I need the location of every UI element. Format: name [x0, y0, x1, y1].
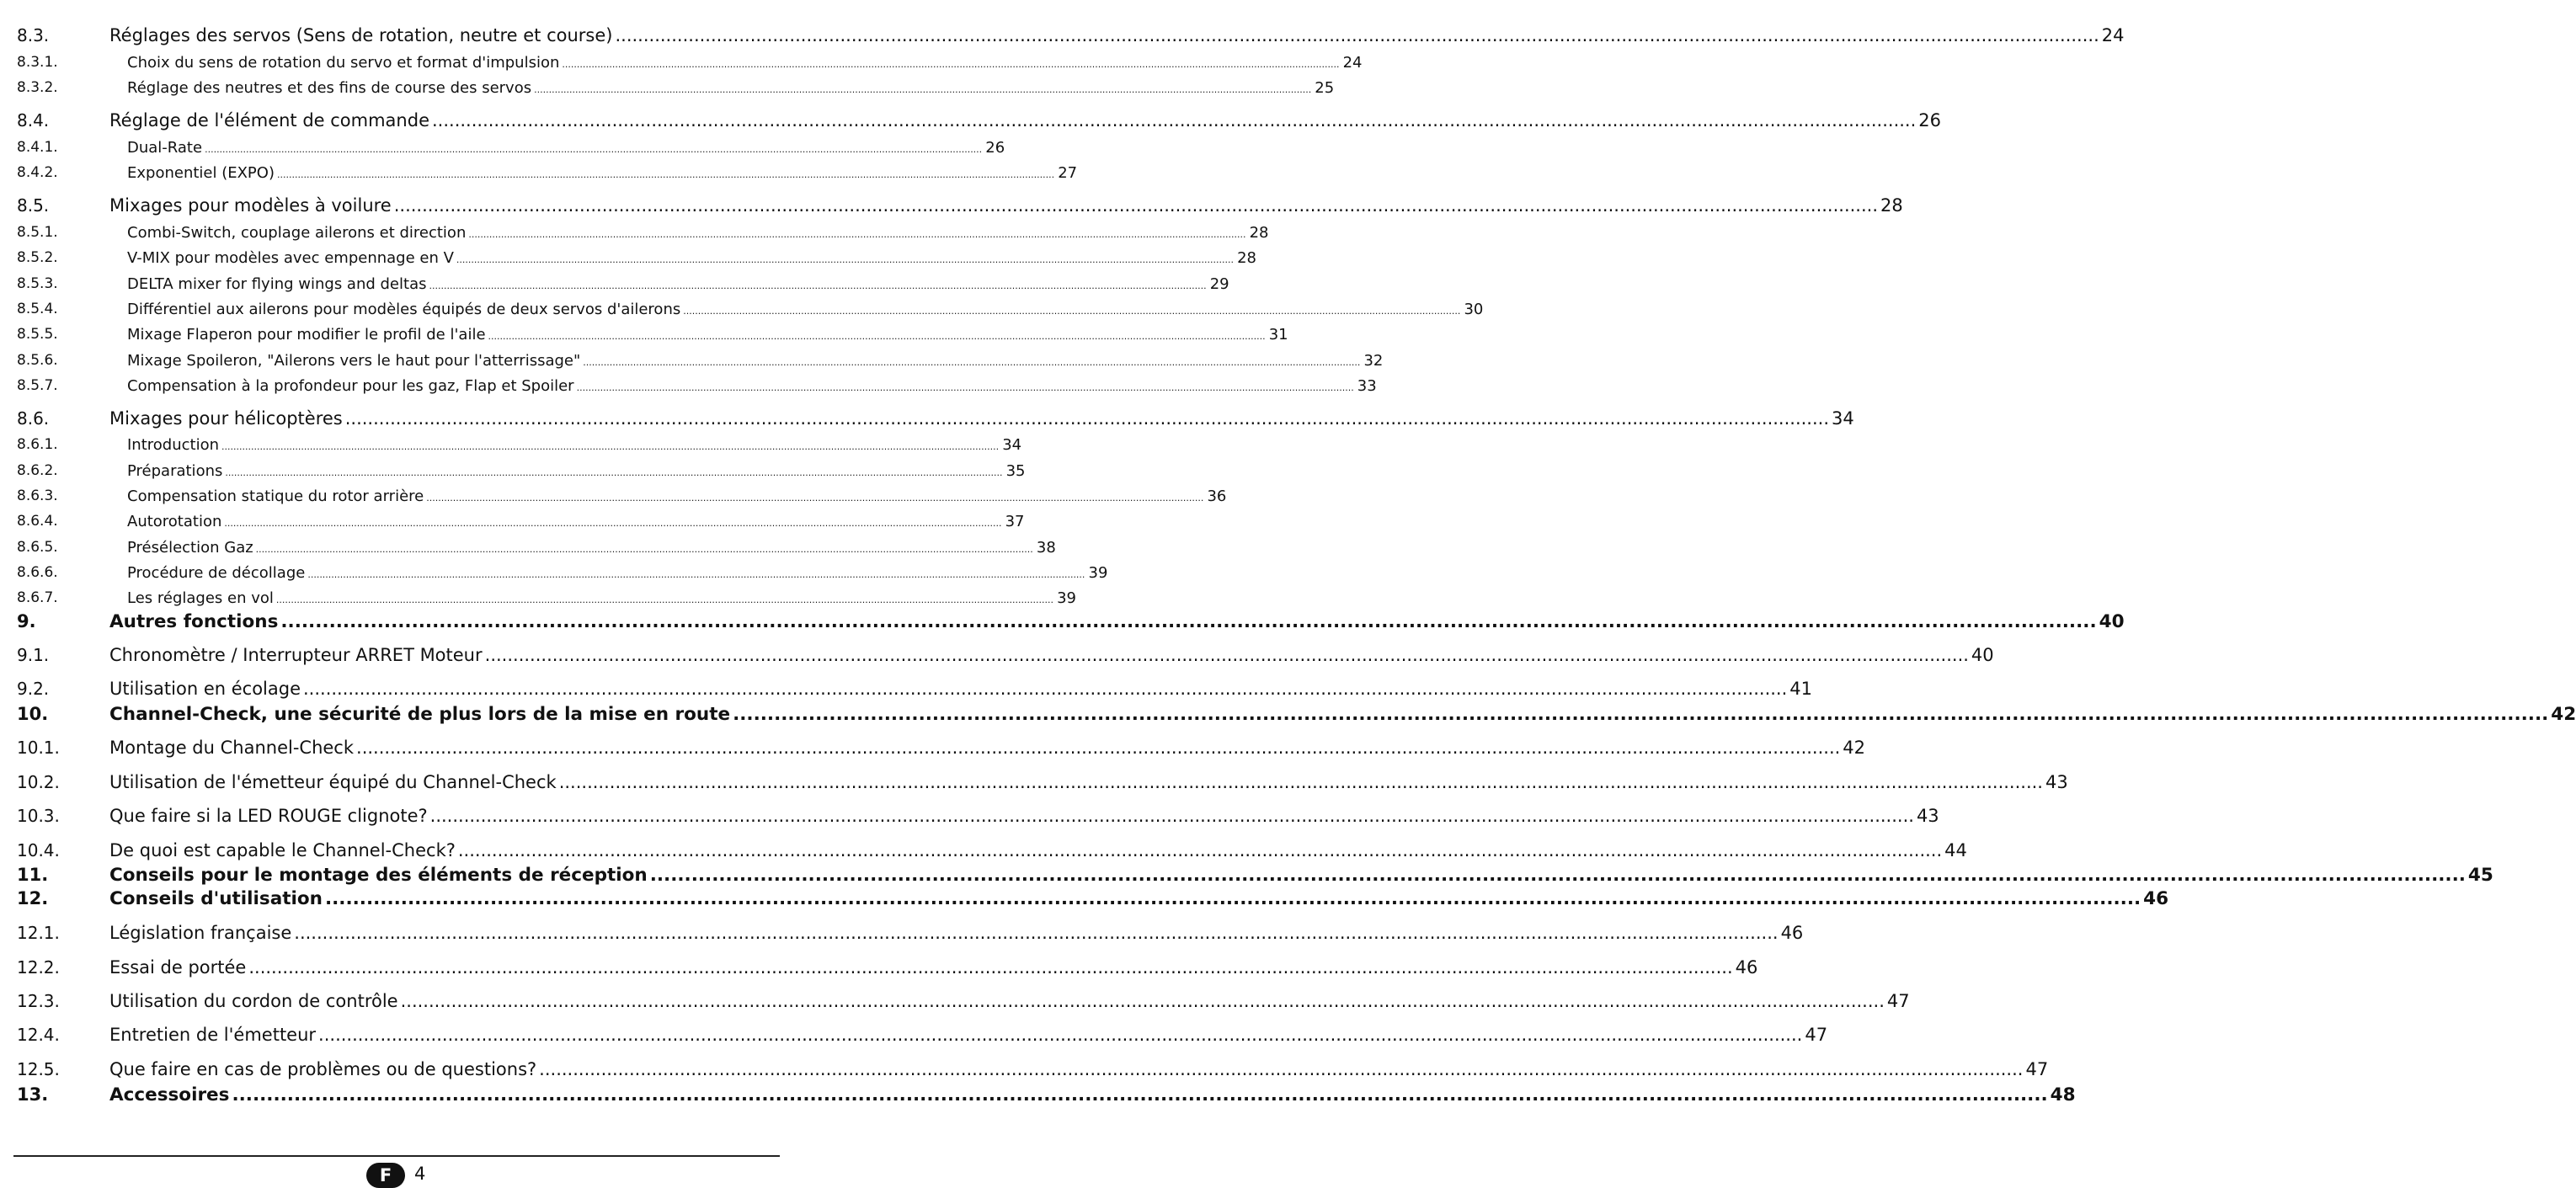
toc-dot-leader [615, 25, 2099, 45]
toc-entry-page: 41 [1789, 679, 1813, 699]
toc-entry-number: 8.5.7. [17, 377, 58, 394]
toc-entry [17, 923, 1804, 943]
toc-dot-leader [534, 84, 1311, 95]
toc-entry [17, 1025, 1828, 1045]
toc-entry-number: 12.4. [17, 1025, 60, 1045]
toc-entry [17, 110, 1942, 131]
toc-entry-title: Réglage de l'élément de commande [109, 110, 429, 131]
toc-entry-line [17, 352, 1384, 370]
toc-entry-page: 34 [1832, 408, 1854, 429]
toc-entry [17, 806, 1939, 826]
toc-entry-number: 8.3. [17, 25, 50, 45]
toc-entry-title: Procédure de décollage [127, 564, 306, 582]
toc-entry-title: De quoi est capable le Channel-Check? [109, 840, 456, 860]
toc-entry-title: Channel-Check, une sécurité de plus lors de la mise en route [109, 704, 731, 725]
toc-dot-leader [650, 865, 2466, 886]
toc-entry-title: Mixages pour hélicoptères [109, 408, 343, 429]
toc-entry [17, 139, 1005, 157]
toc-entry-number: 9.2. [17, 679, 50, 699]
toc-entry-page: 36 [1207, 487, 1227, 505]
toc-entry-number: 12.3. [17, 991, 60, 1011]
toc-entry-page: 37 [1005, 513, 1025, 530]
toc-entry-title: Exponentiel (EXPO) [127, 164, 275, 182]
toc-entry-line [17, 377, 1377, 395]
toc-dot-leader [539, 1059, 2023, 1079]
toc-entry-number: 8.3.1. [17, 54, 58, 71]
toc-entry-number: 8.5.3. [17, 275, 58, 292]
toc-entry-title: DELTA mixer for flying wings and deltas [127, 275, 427, 293]
toc-dot-leader [276, 594, 1053, 605]
toc-entry-number: 8.6.3. [17, 487, 58, 504]
toc-entry-line [17, 164, 1078, 182]
toc-entry-title: Combi-Switch, couplage ailerons et direction [127, 224, 467, 242]
toc-entry-number: 8.6.6. [17, 564, 58, 581]
toc-entry-number: 10. [17, 704, 49, 724]
toc-entry [17, 301, 1484, 318]
toc-entry-number: 8.6.7. [17, 589, 58, 606]
toc-entry-title: Réglages des servos (Sens de rotation, neutre et course) [109, 25, 613, 45]
toc-entry [17, 249, 1257, 267]
toc-entry-page: 26 [1918, 110, 1942, 131]
toc-entry [17, 991, 1910, 1011]
toc-entry-page: 46 [1735, 957, 1758, 978]
toc-entry-line [17, 195, 1903, 216]
toc-entry-line [17, 513, 1025, 530]
toc-entry-line [17, 275, 1229, 293]
toc-entry-line [17, 110, 1942, 131]
toc-entry-number: 13. [17, 1084, 49, 1105]
toc-dot-leader [577, 382, 1354, 393]
toc-entry [17, 487, 1227, 505]
toc-entry [17, 888, 2169, 909]
toc-entry-line [17, 865, 2493, 886]
toc-entry-page: 38 [1036, 539, 1056, 557]
toc-entry [17, 326, 1288, 344]
toc-dot-leader [429, 280, 1206, 291]
toc-entry-line [17, 54, 1363, 72]
toc-entry [17, 539, 1056, 557]
toc-entry-title: Mixage Spoileron, "Ailerons vers le haut pour l'atterrissage" [127, 352, 581, 370]
toc-entry-number: 9.1. [17, 645, 50, 665]
toc-dot-leader [562, 59, 1339, 70]
toc-entry [17, 54, 1363, 72]
toc-entry [17, 1084, 2076, 1105]
toc-dot-leader [485, 645, 1969, 665]
toc-dot-leader [356, 738, 1840, 758]
toc-entry-page: 43 [1916, 806, 1939, 826]
toc-dot-leader [307, 569, 1085, 580]
toc-entry-title: Dual-Rate [127, 139, 203, 157]
toc-entry-page: 43 [2045, 772, 2068, 792]
toc-entry [17, 408, 1854, 429]
toc-entry [17, 564, 1108, 582]
toc-entry-line [17, 539, 1056, 557]
toc-entry-number: 12.2. [17, 957, 60, 978]
toc-entry [17, 957, 1758, 978]
toc-entry-number: 8.6.4. [17, 513, 58, 530]
toc-entry-page: 46 [2143, 888, 2169, 909]
toc-entry-title: Compensation à la profondeur pour les gaz, Flap et Spoiler [127, 377, 574, 395]
toc-entry-line [17, 249, 1257, 267]
toc-dot-leader [426, 493, 1203, 503]
toc-entry [17, 79, 1335, 97]
toc-entry-line [17, 1084, 2076, 1105]
toc-entry-number: 10.4. [17, 840, 60, 860]
toc-dot-leader [394, 195, 1878, 216]
toc-entry [17, 352, 1384, 370]
toc-entry-line [17, 611, 2125, 632]
toc-entry-page: 45 [2467, 865, 2493, 886]
toc-dot-leader [294, 923, 1778, 943]
toc-entry-title: Essai de portée [109, 957, 247, 978]
toc-entry-line [17, 679, 1813, 699]
toc-entry-page: 35 [1005, 462, 1026, 480]
toc-entry-line [17, 840, 1967, 860]
toc-entry-line [17, 224, 1269, 242]
toc-entry-page: 44 [1944, 840, 1967, 860]
toc-dot-leader [224, 518, 1001, 529]
toc-dot-leader [733, 704, 2548, 725]
toc-entry-line [17, 139, 1005, 157]
toc-dot-leader [401, 991, 1885, 1011]
toc-entry-title: Conseils pour le montage des éléments de réception [109, 865, 648, 886]
toc-entry-line [17, 564, 1108, 582]
toc-entry-number: 8.5.1. [17, 224, 58, 241]
language-badge: F [366, 1163, 405, 1188]
toc-entry-page: 46 [1780, 923, 1804, 943]
toc-entry-page: 26 [985, 139, 1005, 157]
toc-entry-title: Conseils d'utilisation [109, 888, 323, 909]
toc-entry-number: 12.1. [17, 923, 60, 943]
toc-entry [17, 195, 1903, 216]
toc-dot-leader [248, 957, 1732, 978]
toc-entry-title: Présélection Gaz [127, 539, 253, 557]
toc-entry-number: 8.3.2. [17, 79, 58, 96]
toc-entry-line [17, 436, 1022, 454]
toc-entry-page: 47 [1805, 1025, 1828, 1045]
toc-entry-number: 10.3. [17, 806, 60, 826]
toc-entry [17, 25, 2125, 45]
footer-divider [13, 1155, 780, 1157]
toc-entry-line [17, 408, 1854, 429]
toc-entry-page: 29 [1209, 275, 1229, 293]
toc-entry-number: 8.4. [17, 110, 50, 131]
toc-entry [17, 1059, 2049, 1079]
toc-entry-line [17, 326, 1288, 344]
toc-entry-page: 27 [1058, 164, 1078, 182]
toc-dot-leader [225, 467, 1002, 478]
toc-entry-title: Introduction [127, 436, 220, 454]
toc-entry-line [17, 1059, 2049, 1079]
toc-entry-line [17, 1025, 1828, 1045]
toc-entry [17, 224, 1269, 242]
toc-entry-line [17, 923, 1804, 943]
toc-entry-title: Utilisation en écolage [109, 679, 301, 699]
toc-entry-line [17, 957, 1758, 978]
toc-dot-leader [432, 110, 1916, 131]
toc-entry-number: 10.2. [17, 772, 60, 792]
toc-entry-title: Différentiel aux ailerons pour modèles équipés de deux servos d'ailerons [127, 301, 681, 318]
toc-entry-line [17, 487, 1227, 505]
toc-entry [17, 275, 1229, 293]
toc-entry-title: V-MIX pour modèles avec empennage en V [127, 249, 454, 267]
toc-entry [17, 704, 2576, 725]
toc-dot-leader [303, 679, 1787, 699]
toc-entry-line [17, 806, 1939, 826]
toc-entry-number: 8.4.2. [17, 164, 58, 181]
toc-entry-page: 34 [1002, 436, 1022, 454]
toc-entry-line [17, 589, 1077, 607]
toc-entry-number: 9. [17, 611, 36, 631]
toc-entry-page: 28 [1880, 195, 1903, 216]
toc-dot-leader [488, 331, 1266, 342]
toc-entry-title: Choix du sens de rotation du servo et format d'impulsion [127, 54, 560, 72]
toc-dot-leader [456, 254, 1234, 265]
toc-entry [17, 611, 2125, 632]
toc-dot-leader [683, 306, 1460, 317]
toc-entry-page: 30 [1464, 301, 1484, 318]
toc-entry [17, 865, 2493, 886]
toc-entry-page: 24 [2101, 25, 2125, 45]
toc-entry-title: Mixage Flaperon pour modifier le profil de l'aile [127, 326, 486, 344]
toc-entry-number: 8.5. [17, 195, 50, 216]
toc-entry-line [17, 991, 1910, 1011]
page-number: 4 [414, 1164, 426, 1184]
toc-dot-leader [345, 408, 1829, 429]
toc-entry-line [17, 462, 1026, 480]
toc-entry-title: Utilisation de l'émetteur équipé du Channel-Check [109, 772, 557, 792]
toc-entry [17, 164, 1078, 182]
toc-entry-line [17, 704, 2576, 725]
toc-entry-title: Les réglages en vol [127, 589, 274, 607]
toc-entry-page: 28 [1249, 224, 1269, 242]
toc-entry-number: 8.5.6. [17, 352, 58, 369]
toc-entry [17, 679, 1813, 699]
toc-entry-number: 8.5.2. [17, 249, 58, 266]
toc-dot-leader [256, 544, 1033, 555]
toc-dot-leader [430, 806, 1914, 826]
toc-dot-leader [205, 144, 982, 155]
toc-dot-leader [232, 1084, 2047, 1105]
toc-entry-number: 10.1. [17, 738, 60, 758]
toc-entry [17, 436, 1022, 454]
toc-entry-title: Réglage des neutres et des fins de course des servos [127, 79, 532, 97]
toc-dot-leader [221, 441, 999, 452]
toc-entry-page: 48 [2050, 1084, 2076, 1105]
toc-entry [17, 589, 1077, 607]
toc-entry-title: Mixages pour modèles à voilure [109, 195, 392, 216]
toc-entry-line [17, 79, 1335, 97]
toc-entry-line [17, 888, 2169, 909]
toc-dot-leader [318, 1025, 1802, 1045]
toc-entry-line [17, 772, 2068, 792]
toc-entry-page: 25 [1315, 79, 1335, 97]
toc-entry-page: 47 [2025, 1059, 2049, 1079]
toc-entry [17, 840, 1967, 860]
toc-entry-number: 8.6.2. [17, 462, 58, 479]
toc-dot-leader [277, 169, 1054, 180]
toc-entry-page: 42 [1843, 738, 1866, 758]
toc-entry-page: 40 [1971, 645, 1994, 665]
toc-entry-page: 39 [1057, 589, 1077, 607]
toc-entry-page: 32 [1363, 352, 1384, 370]
toc-entry [17, 738, 1866, 758]
toc-entry-page: 40 [2099, 611, 2125, 632]
toc-entry-line [17, 645, 1994, 665]
toc-entry-number: 8.5.4. [17, 301, 58, 317]
toc-entry-page: 31 [1268, 326, 1288, 344]
toc-entry-title: Autres fonctions [109, 611, 279, 632]
toc-entry-title: Que faire en cas de problèmes ou de questions? [109, 1059, 537, 1079]
toc-entry [17, 513, 1025, 530]
toc-entry [17, 772, 2068, 792]
toc-entry-title: Montage du Channel-Check [109, 738, 355, 758]
toc-entry-title: Que faire si la LED ROUGE clignote? [109, 806, 428, 826]
toc-entry-number: 11. [17, 865, 49, 885]
toc-entry-title: Compensation statique du rotor arrière [127, 487, 424, 505]
toc-entry-title: Utilisation du cordon de contrôle [109, 991, 398, 1011]
toc-entry [17, 645, 1994, 665]
toc-entry-line [17, 25, 2125, 45]
toc-entry-number: 8.5.5. [17, 326, 58, 343]
toc-dot-leader [468, 229, 1245, 240]
toc-entry [17, 462, 1026, 480]
toc-entry-line [17, 738, 1866, 758]
toc-entry-title: Accessoires [109, 1084, 230, 1105]
toc-entry-number: 8.6. [17, 408, 50, 429]
toc-dot-leader [325, 888, 2141, 909]
toc-entry-page: 42 [2551, 704, 2576, 725]
toc-entry-title: Autorotation [127, 513, 222, 530]
toc-dot-leader [280, 611, 2096, 632]
toc-entry-page: 39 [1088, 564, 1108, 582]
toc-entry-line [17, 301, 1484, 318]
toc-entry-title: Législation française [109, 923, 292, 943]
toc-entry [17, 377, 1377, 395]
toc-entry-page: 28 [1237, 249, 1257, 267]
toc-entry-number: 8.4.1. [17, 139, 58, 156]
toc-entry-title: Chronomètre / Interrupteur ARRET Moteur [109, 645, 483, 665]
toc-entry-number: 8.6.5. [17, 539, 58, 556]
toc-entry-number: 8.6.1. [17, 436, 58, 453]
toc-dot-leader [559, 772, 2043, 792]
toc-entry-title: Entretien de l'émetteur [109, 1025, 317, 1045]
page-footer [0, 1163, 800, 1188]
toc-entry-page: 33 [1357, 377, 1377, 395]
toc-entry-title: Préparations [127, 462, 223, 480]
toc-dot-leader [458, 840, 1942, 860]
toc-entry-number: 12.5. [17, 1059, 60, 1079]
toc-dot-leader [583, 357, 1360, 368]
toc-entry-number: 12. [17, 888, 49, 908]
toc-entry-page: 47 [1886, 991, 1910, 1011]
toc-entry-page: 24 [1342, 54, 1363, 72]
